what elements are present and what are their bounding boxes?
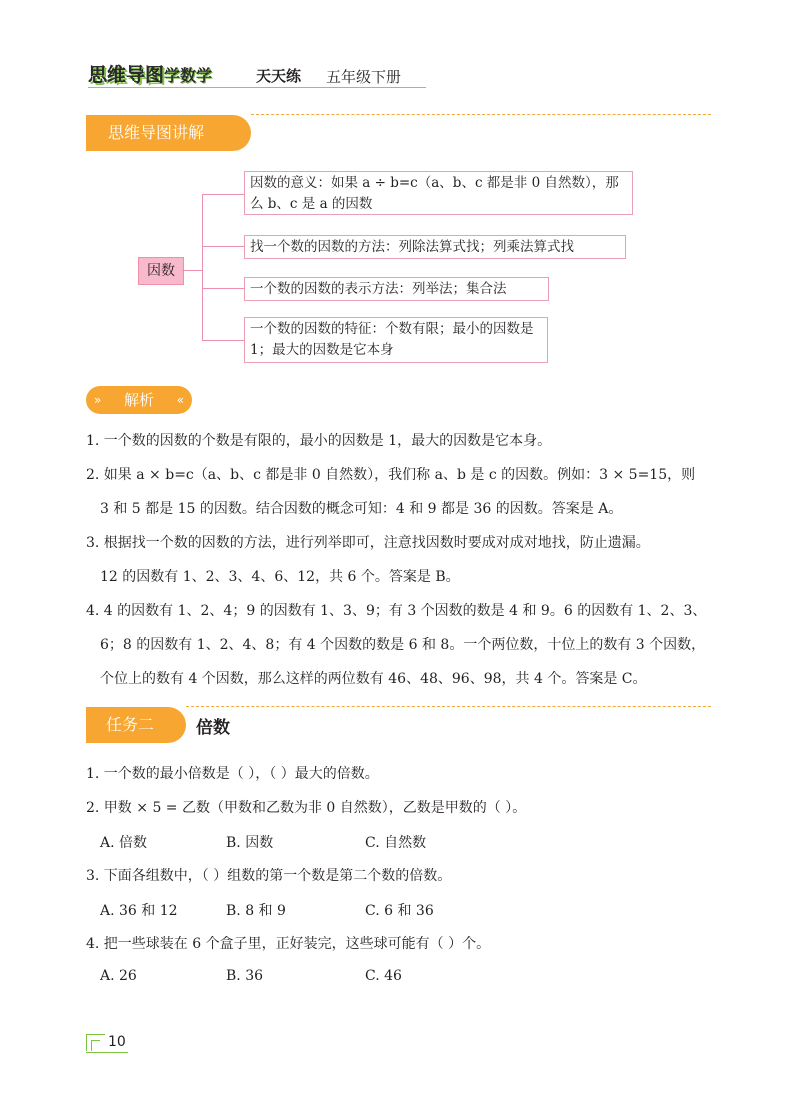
mindmap-root: 因数 xyxy=(138,257,184,285)
brand-main: 思维导图 xyxy=(88,64,165,86)
mindmap-node-representation: 一个数的因数的表示方法：列举法；集合法 xyxy=(244,277,549,301)
page-corner-inner xyxy=(91,1040,100,1051)
q2-option-a: A. 倍数 xyxy=(100,835,148,851)
connector xyxy=(202,194,203,340)
q3-option-b: B. 8 和 9 xyxy=(226,903,286,919)
connector xyxy=(202,246,244,247)
page-number: 10 xyxy=(108,1034,126,1050)
connector xyxy=(182,270,202,271)
page-number-underline xyxy=(86,1052,128,1053)
question-3: 3. 下面各组数中，（ ）组数的第一个数是第二个数的倍数。 xyxy=(86,868,452,884)
q4-option-c: C. 46 xyxy=(365,968,402,984)
analysis-item-4-cont: 6；8 的因数有 1、2、4、8；有 4 个因数的数是 6 和 8。一个两位数，十位上的数有 3 个因数， xyxy=(100,637,706,653)
analysis-item-3: 3. 根据找一个数的因数的方法，进行列举即可，注意找因数时要成对成对地找，防止遗漏。 xyxy=(86,535,650,551)
section-divider xyxy=(251,114,711,115)
analysis-item-1: 1. 一个数的因数的个数是有限的，最小的因数是 1，最大的因数是它本身。 xyxy=(86,433,552,449)
chevron-right-icon: « xyxy=(176,393,184,407)
series-title: 天天练 xyxy=(256,67,302,85)
question-2: 2. 甲数 × 5 = 乙数（甲数和乙数为非 0 自然数），乙数是甲数的（ ）。 xyxy=(86,800,527,816)
grade-label: 五年级下册 xyxy=(326,68,402,86)
q2-option-b: B. 因数 xyxy=(226,835,274,851)
mindmap-node-definition: 因数的意义：如果 a ÷ b=c（a、b、c 都是非 0 自然数），那么 b、c 是 a 的因数 xyxy=(244,171,633,215)
brand-sub: 学数学 xyxy=(164,66,213,85)
q4-option-a: A. 26 xyxy=(100,968,137,984)
analysis-badge xyxy=(86,386,192,414)
analysis-item-3-cont: 12 的因数有 1、2、3、4、6、12，共 6 个。答案是 B。 xyxy=(100,569,460,585)
q2-option-c: C. 自然数 xyxy=(365,835,427,851)
question-1: 1. 一个数的最小倍数是（ ），（ ）最大的倍数。 xyxy=(86,766,379,782)
task2-title: 倍数 xyxy=(196,718,230,738)
connector xyxy=(202,340,244,341)
q3-option-a: A. 36 和 12 xyxy=(100,903,178,919)
analysis-badge-label: 解析 xyxy=(123,391,154,409)
chevron-left-icon: » xyxy=(94,393,102,407)
q3-option-c: C. 6 和 36 xyxy=(365,903,434,919)
section-divider xyxy=(186,706,711,707)
header-divider xyxy=(88,87,426,88)
question-4: 4. 把一些球装在 6 个盒子里，正好装完，这些球可能有（ ）个。 xyxy=(86,936,491,952)
analysis-item-2-cont: 3 和 5 都是 15 的因数。结合因数的概念可知：4 和 9 都是 36 的因数。答案是 A。 xyxy=(100,501,623,517)
section-tab-task2: 任务二 xyxy=(86,707,186,743)
mindmap-node-method: 找一个数的因数的方法：列除法算式找；列乘法算式找 xyxy=(244,235,626,259)
analysis-item-4: 4. 4 的因数有 1、2、4；9 的因数有 1、3、9；有 3 个因数的数是 4 和 9。6 的因数有 1、2、3、 xyxy=(86,603,707,619)
connector xyxy=(202,194,244,195)
brand-logo xyxy=(88,62,212,88)
analysis-item-2: 2. 如果 a × b=c（a、b、c 都是非 0 自然数），我们称 a、b 是 c 的因数。例如：3 × 5=15，则 xyxy=(86,467,696,483)
section-tab-mindmap: 思维导图讲解 xyxy=(86,115,251,151)
q4-option-b: B. 36 xyxy=(226,968,264,984)
mindmap-node-feature: 一个数的因数的特征：个数有限；最小的因数是 1；最大的因数是它本身 xyxy=(244,317,548,363)
analysis-item-4-cont2: 个位上的数有 4 个因数，那么这样的两位数有 46、48、96、98，共 4 个。答案是 C。 xyxy=(100,671,647,687)
connector xyxy=(202,288,244,289)
